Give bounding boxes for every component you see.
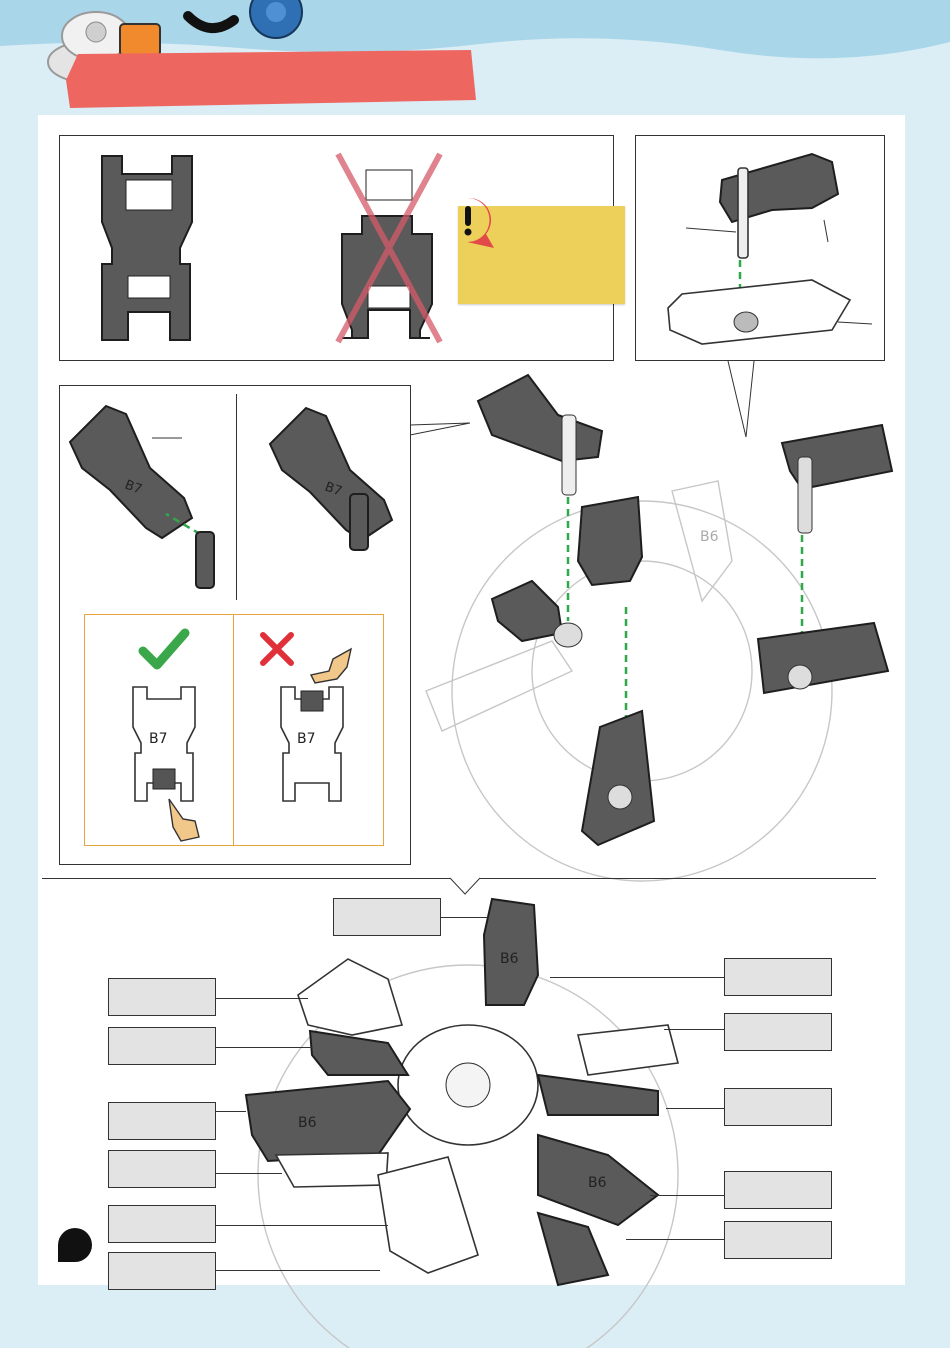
b7-label: B7 [322, 479, 344, 500]
substep-panel [59, 385, 411, 865]
leader-line [441, 917, 489, 918]
b6-label: B6 [500, 951, 519, 967]
leader-line [216, 1047, 312, 1048]
exclamation-icon [442, 194, 514, 254]
completed-assembly [238, 895, 698, 1285]
correct-vs-wrong-box [84, 614, 384, 846]
instruction-page [38, 115, 905, 1285]
b6-label: B6 [298, 1115, 317, 1131]
callout-box-right-5 [724, 1221, 832, 1259]
b6-label: B6 [700, 529, 719, 545]
pin-assembly-illustration [662, 150, 872, 350]
cross-icon [259, 631, 295, 667]
callout-box-left-1 [108, 978, 216, 1016]
callout-box-left-2 [108, 1027, 216, 1065]
callout-box-top [333, 898, 441, 936]
callout-box-left-3 [108, 1102, 216, 1140]
comparison-divider [233, 615, 234, 845]
wrong-orientation-part [334, 148, 444, 348]
leader-line [650, 1195, 724, 1196]
b7-part-with-pin-step2 [266, 404, 406, 554]
substep-divider [236, 394, 237, 600]
leader-line [216, 998, 308, 999]
leader-line [666, 1108, 724, 1109]
correct-pin-position-part [129, 685, 199, 803]
b7-label: B7 [122, 477, 144, 498]
callout-box-left-4 [108, 1150, 216, 1188]
title-tape [66, 50, 476, 108]
callout-box-left-5 [108, 1205, 216, 1243]
orientation-panel [59, 135, 614, 361]
checkmark-icon [141, 629, 187, 669]
pointing-hand-icon [163, 797, 203, 843]
callout-box-right-2 [724, 1013, 832, 1051]
callout-box-left-6 [108, 1252, 216, 1290]
callout-box-right-1 [724, 958, 832, 996]
leader-line [216, 1111, 246, 1112]
leader-line [216, 1173, 282, 1174]
leader-line [216, 1270, 380, 1271]
pointing-hand-icon [307, 645, 353, 685]
b7-label: B7 [297, 731, 316, 747]
separator-pointer [450, 878, 480, 894]
leader-line [664, 1029, 724, 1030]
pin-detail-panel [635, 135, 885, 361]
leader-line [626, 1239, 724, 1240]
main-assembly-upper [422, 371, 902, 871]
leader-line [216, 1225, 388, 1226]
b7-part-with-pin-step1 [66, 402, 216, 592]
page-marker [58, 1228, 92, 1262]
callout-box-right-4 [724, 1171, 832, 1209]
b6-label: B6 [588, 1175, 607, 1191]
wrong-pin-position-part [277, 685, 347, 803]
callout-box-right-3 [724, 1088, 832, 1126]
b7-label: B7 [149, 731, 168, 747]
leader-line [550, 977, 724, 978]
correct-orientation-part [94, 152, 204, 344]
